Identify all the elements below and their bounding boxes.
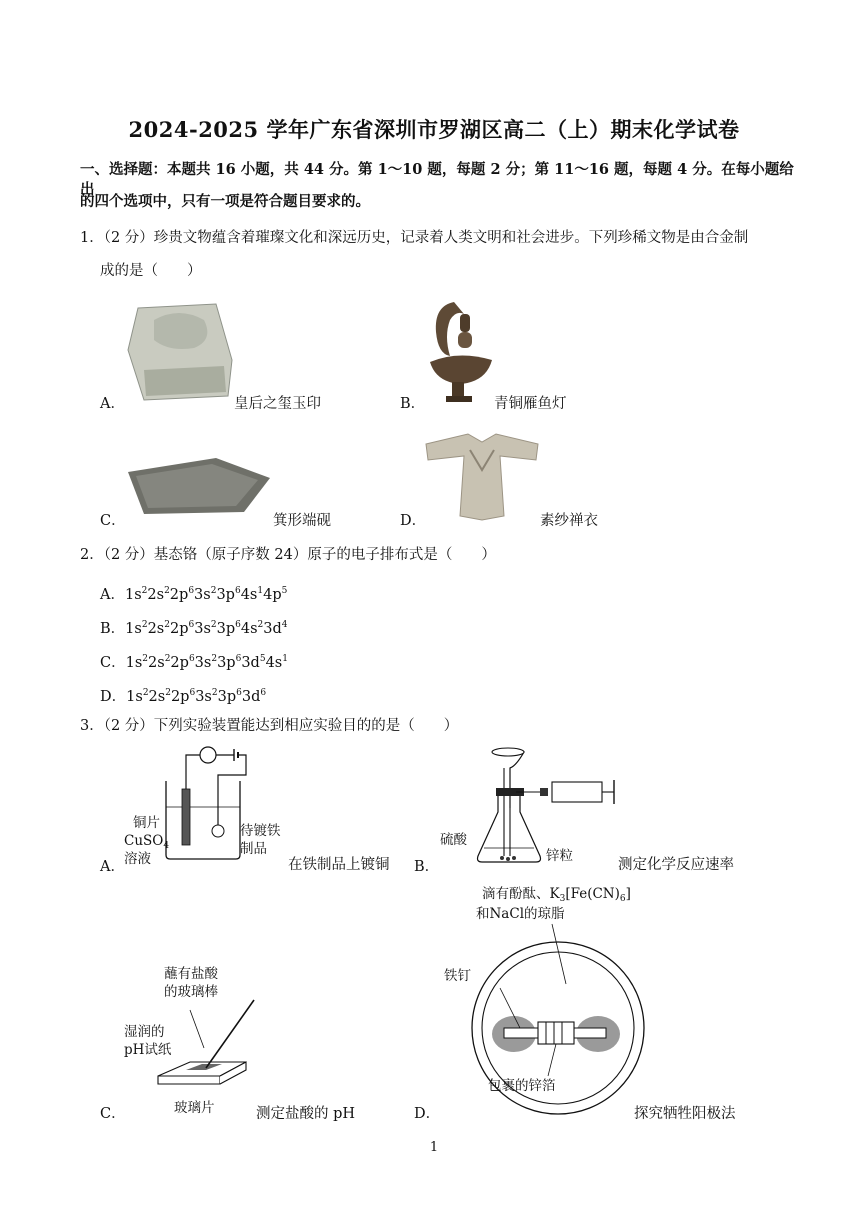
orbital: 3d bbox=[241, 689, 261, 705]
page-number: 1 bbox=[429, 1140, 439, 1155]
orbital: 3s bbox=[194, 587, 211, 603]
rod-label-1: 蘸有盐酸 bbox=[164, 966, 218, 982]
acid-label: 硫酸 bbox=[440, 832, 467, 848]
orbital: 4s bbox=[265, 655, 283, 671]
reaction-rate-diagram bbox=[470, 748, 620, 870]
jade-seal-image bbox=[124, 300, 234, 404]
orbital: 1s bbox=[126, 689, 143, 705]
rod-label-2: 的玻璃棒 bbox=[164, 984, 218, 1000]
electron-count: 6 bbox=[235, 620, 241, 630]
electron-count: 6 bbox=[235, 654, 242, 664]
electron-count: 2 bbox=[211, 688, 218, 698]
q1-stem-line2: 成的是（ ） bbox=[100, 263, 202, 279]
electron-count: 2 bbox=[164, 654, 171, 664]
paper-label-2: pH试纸 bbox=[124, 1042, 172, 1058]
config-c bbox=[126, 655, 288, 671]
electron-count: 6 bbox=[188, 620, 195, 630]
glass-label: 玻璃片 bbox=[174, 1100, 215, 1116]
electroplating-diagram bbox=[160, 745, 250, 865]
q2-option-c: C．$1s^22s^22p^63s^23p^63d^54s^1$ bbox=[100, 654, 288, 671]
q2-stem: 2．（2 分）基态铬（原子序数 24）原子的电子排布式是（ ） bbox=[80, 547, 496, 563]
electron-count: 2 bbox=[210, 586, 217, 596]
solution-label: 溶液 bbox=[124, 851, 151, 867]
config-b bbox=[125, 621, 287, 637]
electron-count: 6 bbox=[236, 688, 242, 698]
orbital: 3p bbox=[217, 689, 237, 705]
copper-label: 铜片 bbox=[133, 815, 160, 831]
q3-stem: 3．（2 分）下列实验装置能达到相应实验目的的是（ ） bbox=[80, 718, 459, 734]
electron-count: 6 bbox=[260, 688, 267, 698]
orbital: 4p bbox=[263, 587, 282, 603]
q3-option-a-letter: A． bbox=[100, 859, 125, 875]
foil-label: 包裹的锌箔 bbox=[488, 1078, 556, 1094]
orbital: 1s bbox=[125, 655, 143, 671]
electron-count: 5 bbox=[281, 586, 288, 596]
q1-option-c-caption: 箕形端砚 bbox=[273, 513, 331, 529]
bronze-lamp-image bbox=[420, 296, 496, 408]
electron-count: 1 bbox=[282, 654, 288, 664]
orbital: 2p bbox=[169, 621, 189, 637]
q1-option-d-caption: 素纱禅衣 bbox=[540, 513, 598, 529]
orbital: 2p bbox=[169, 587, 189, 603]
q1-option-b-letter: B． bbox=[400, 396, 426, 412]
q3-option-d-caption: 探究牺牲阳极法 bbox=[634, 1106, 736, 1122]
orbital: 3p bbox=[216, 621, 236, 637]
iron-item-label-1: 待镀铁 bbox=[240, 823, 281, 839]
agar-label-2: 和NaCl的琼脂 bbox=[476, 906, 565, 922]
orbital: 3d bbox=[241, 655, 260, 671]
electron-count: 2 bbox=[164, 620, 170, 630]
section-instructions-line1: 一、选择题：本题共 16 小题，共 44 分。第 1～10 题，每题 2 分；第 11～16 题，每题 4 分。在每小题给出 bbox=[80, 161, 794, 198]
q1-stem-line1: 1．（2 分）珍贵文物蕴含着璀璨文化和深远历史，记录着人类文明和社会进步。下列珍稀文物是由合金制 bbox=[80, 230, 749, 246]
page-title: 2024-2025 学年广东省深圳市罗湖区高二（上）期末化学试卷 bbox=[128, 117, 740, 142]
electron-count: 2 bbox=[142, 654, 149, 664]
orbital: 1s bbox=[124, 587, 142, 603]
zinc-label: 锌粒 bbox=[546, 848, 573, 864]
q2-option-b: B．$1s^22s^22p^63s^23p^64s^23d^4$ bbox=[100, 620, 288, 637]
electron-count: 6 bbox=[189, 688, 196, 698]
q3-option-a-caption: 在铁制品上镀铜 bbox=[288, 857, 390, 873]
orbital: 3s bbox=[194, 655, 212, 671]
q3-option-c-caption: 测定盐酸的 pH bbox=[256, 1106, 356, 1122]
electron-count: 2 bbox=[141, 586, 148, 596]
orbital: 2p bbox=[170, 689, 190, 705]
q1-option-c-letter: C． bbox=[100, 513, 126, 529]
orbital: 3p bbox=[216, 587, 235, 603]
silk-garment-image bbox=[424, 430, 540, 522]
orbital: 3d bbox=[263, 621, 282, 637]
q1-option-d-letter: D． bbox=[400, 513, 427, 529]
orbital: 4s bbox=[240, 587, 258, 603]
q3-option-c-letter: C． bbox=[100, 1106, 126, 1122]
agar-label-1: 滴有酚酞、$K_3[Fe(CN)_6]$ bbox=[482, 886, 631, 904]
electron-count: 4 bbox=[281, 620, 288, 630]
electron-count: 5 bbox=[259, 654, 266, 664]
electron-count: 6 bbox=[188, 654, 195, 664]
electron-count: 2 bbox=[142, 688, 149, 698]
electron-count: 2 bbox=[210, 620, 217, 630]
orbital: 2s bbox=[147, 587, 165, 603]
electron-count: 6 bbox=[188, 586, 195, 596]
q3-option-b-letter: B． bbox=[414, 859, 440, 875]
q2-option-a: A．$1s^22s^22p^63s^23p^64s^14p^5$ bbox=[100, 586, 288, 603]
orbital: 3s bbox=[195, 689, 212, 705]
orbital: 3s bbox=[194, 621, 211, 637]
orbital: 2s bbox=[148, 655, 165, 671]
orbital: 2s bbox=[148, 689, 166, 705]
orbital: 4s bbox=[240, 621, 258, 637]
q1-option-a-caption: 皇后之玺玉印 bbox=[234, 396, 321, 412]
q2-option-d: D．$1s^22s^22p^63s^23p^63d^6$ bbox=[100, 688, 267, 705]
paper-label-1: 湿润的 bbox=[124, 1024, 165, 1040]
config-a bbox=[125, 587, 287, 603]
q3-option-b-caption: 测定化学反应速率 bbox=[618, 857, 734, 873]
electron-count: 2 bbox=[141, 620, 148, 630]
iron-item-label-2: 制品 bbox=[240, 841, 267, 857]
orbital: 1s bbox=[125, 621, 142, 637]
orbital: 3p bbox=[217, 655, 236, 671]
electron-count: 2 bbox=[165, 688, 171, 698]
section-instructions-line2: 的四个选项中，只有一项是符合题目要求的。 bbox=[80, 193, 370, 210]
electron-count: 2 bbox=[257, 620, 264, 630]
electron-count: 6 bbox=[234, 586, 241, 596]
q1-option-a-letter: A． bbox=[100, 396, 125, 412]
q3-option-d-letter: D． bbox=[414, 1106, 441, 1122]
orbital: 2p bbox=[170, 655, 189, 671]
electron-count: 2 bbox=[211, 654, 218, 664]
cuso4-label: CuSO$_4$ bbox=[124, 833, 170, 851]
inkstone-image bbox=[124, 452, 274, 520]
config-d bbox=[126, 689, 266, 705]
nail-label: 铁钉 bbox=[444, 968, 471, 984]
electron-count: 1 bbox=[257, 586, 264, 596]
electron-count: 2 bbox=[164, 586, 170, 596]
orbital: 2s bbox=[147, 621, 165, 637]
q1-option-b-caption: 青铜雁鱼灯 bbox=[494, 396, 567, 412]
